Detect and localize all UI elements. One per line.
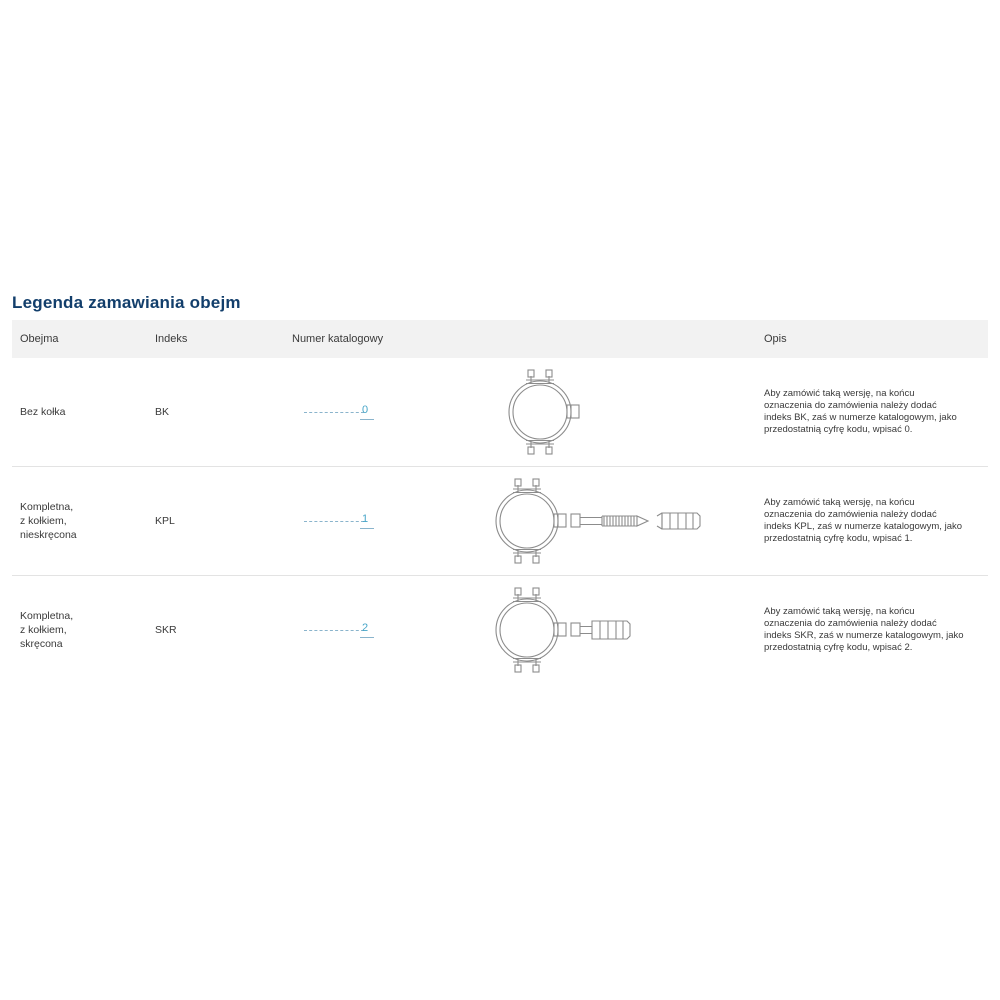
- cell-numer-katalogowy: [292, 404, 422, 420]
- cell-indeks: BK: [155, 406, 170, 418]
- column-header-opis: Opis: [764, 333, 787, 345]
- cell-obejma: Kompletna, z kołkiem, nieskręcona: [20, 501, 77, 541]
- table-row: [12, 358, 988, 467]
- cell-opis: Aby zamówić taką wersję, na końcu oznaczenia do zamówienia należy dodać indeks BK, zaś w numerze katalogowym, jako przedostatnią cyfrę kodu, wpisać 0.: [764, 388, 957, 435]
- catalog-code-digit-underline: [360, 528, 374, 529]
- cell-obejma: Kompletna, z kołkiem, skręcona: [20, 610, 74, 650]
- cell-obejma: Bez kołka: [20, 406, 66, 418]
- catalog-code-digit: 0: [362, 404, 369, 416]
- column-header-indeks: Indeks: [155, 333, 188, 345]
- cell-indeks: KPL: [155, 515, 175, 527]
- catalog-code-digit: 2: [362, 622, 369, 634]
- table-row: [12, 576, 988, 684]
- legend-table: [12, 320, 988, 684]
- clamp-only-icon: [452, 362, 752, 462]
- catalog-code-dashes: [304, 521, 364, 522]
- column-header-obejma: Obejma: [20, 333, 59, 345]
- catalog-code-digit: 1: [362, 513, 369, 525]
- clamp-with-assembled-plug-icon: [452, 580, 752, 680]
- catalog-code-dashes: [304, 630, 364, 631]
- cell-numer-katalogowy: [292, 622, 422, 638]
- cell-opis: Aby zamówić taką wersję, na końcu oznaczenia do zamówienia należy dodać indeks KPL, zaś w numerze katalogowym, jako przedostatnią cyfrę kodu, wpisać 1.: [764, 497, 963, 544]
- column-header-numer-katalogowy: Numer katalogowy: [292, 333, 384, 345]
- catalog-code-digit-underline: [360, 419, 374, 420]
- catalog-code-dashes: [304, 412, 364, 413]
- cell-numer-katalogowy: [292, 513, 422, 529]
- page-title: Legenda zamawiania obejm: [12, 293, 241, 313]
- table-row: [12, 467, 988, 576]
- table-header-row: [12, 320, 988, 358]
- catalog-code-digit-underline: [360, 637, 374, 638]
- cell-indeks: SKR: [155, 624, 177, 636]
- clamp-with-loose-screw-and-plug-icon: [452, 471, 752, 571]
- cell-opis: Aby zamówić taką wersję, na końcu oznaczenia do zamówienia należy dodać indeks SKR, zaś w numerze katalogowym, jako przedostatnią cyfrę kodu, wpisać 2.: [764, 606, 964, 653]
